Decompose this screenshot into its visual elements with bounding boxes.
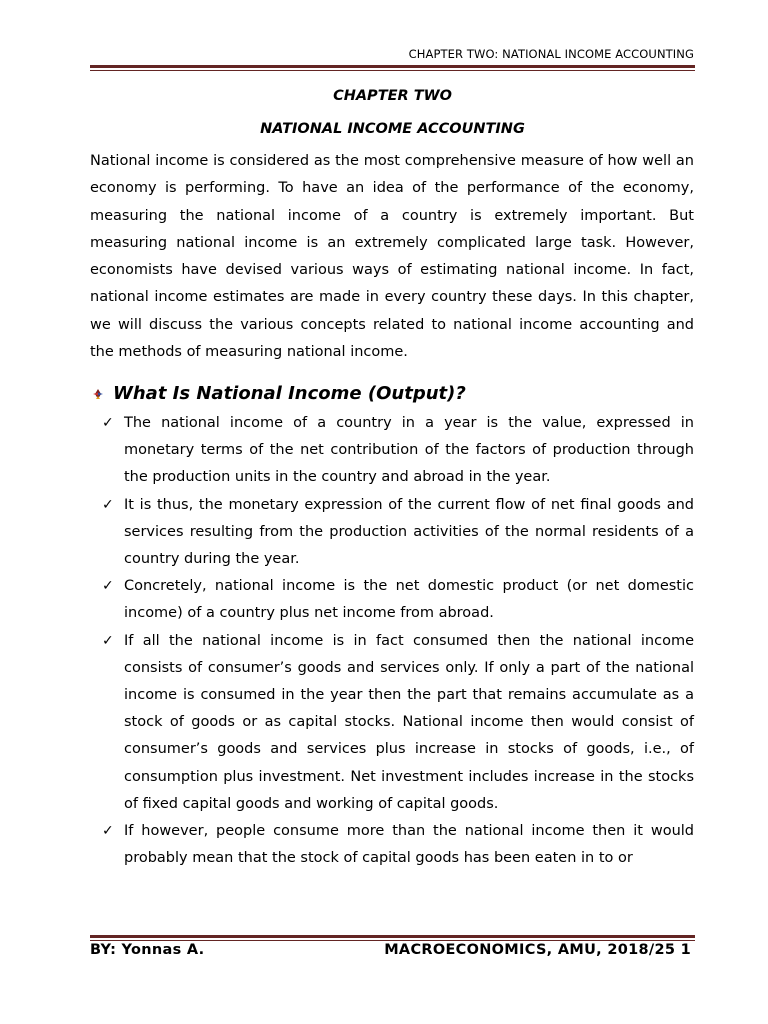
checkmark-icon: ✓ (102, 415, 114, 431)
running-header: CHAPTER TWO: NATIONAL INCOME ACCOUNTING (408, 47, 694, 61)
checkmark-icon: ✓ (102, 578, 114, 595)
list-item-text: The national income of a country in a year is the value, expressed in monetary terms of the net contribution of the factors of production through the production units in the country and abroad in the year. (124, 415, 694, 486)
chapter-title: NATIONAL INCOME ACCOUNTING (260, 121, 525, 137)
checkmark-icon: ✓ (102, 496, 114, 513)
list-item-text: It is thus, the monetary expression of the current flow of net final goods and services resulting from the production activities of the normal residents of a country during the year. (124, 496, 694, 568)
footer-rule (90, 935, 695, 941)
section-heading (90, 380, 695, 406)
list-item (100, 818, 694, 872)
chapter-number: CHAPTER TWO (333, 88, 452, 104)
list-item (100, 410, 694, 492)
list-item (100, 492, 694, 574)
footer-course-page: MACROECONOMICS, AMU, 2018/25 1 (384, 942, 691, 958)
header-rule (90, 65, 695, 71)
list-item-text: If all the national income is in fact consumed then the national income consists of consumer’s goods and services only. If only a part of the national income is consumed in the year then the part that remains accumulate as a stock of goods or as capital stocks. National income then would consist of consumer’s goods and services plus increase in stocks of goods, i.e., of consumption plus investment. Net investment includes increase in the stocks of fixed capital goods and working of capital goods. (124, 632, 694, 812)
diamond-bullet-icon (90, 386, 106, 402)
section-title: What Is National Income (Output)? (113, 382, 466, 404)
list-item (100, 573, 694, 627)
list-item-text: Concretely, national income is the net domestic product (or net domestic income) of a country plus net income from abroad. (124, 578, 694, 622)
checkmark-icon: ✓ (102, 632, 114, 649)
checklist (100, 410, 694, 872)
list-item-text: If however, people consume more than the national income then it would probably mean that the stock of capital goods has been eaten in to or (124, 823, 694, 867)
checkmark-icon: ✓ (102, 823, 114, 840)
intro-paragraph: National income is considered as the most comprehensive measure of how well an economy is performing. To have an idea of the performance of the economy, measuring the national income of a country is extremely important. But measuring national income is an extremely complicated large task. However, economists have devised various ways of estimating national income. In fact, national income estimates are made in every country these days. In this chapter, we will discuss the various concepts related to national income accounting and the methods of measuring national income. (90, 153, 694, 361)
footer-author: BY: Yonnas A. (90, 942, 205, 958)
list-item (100, 628, 694, 818)
